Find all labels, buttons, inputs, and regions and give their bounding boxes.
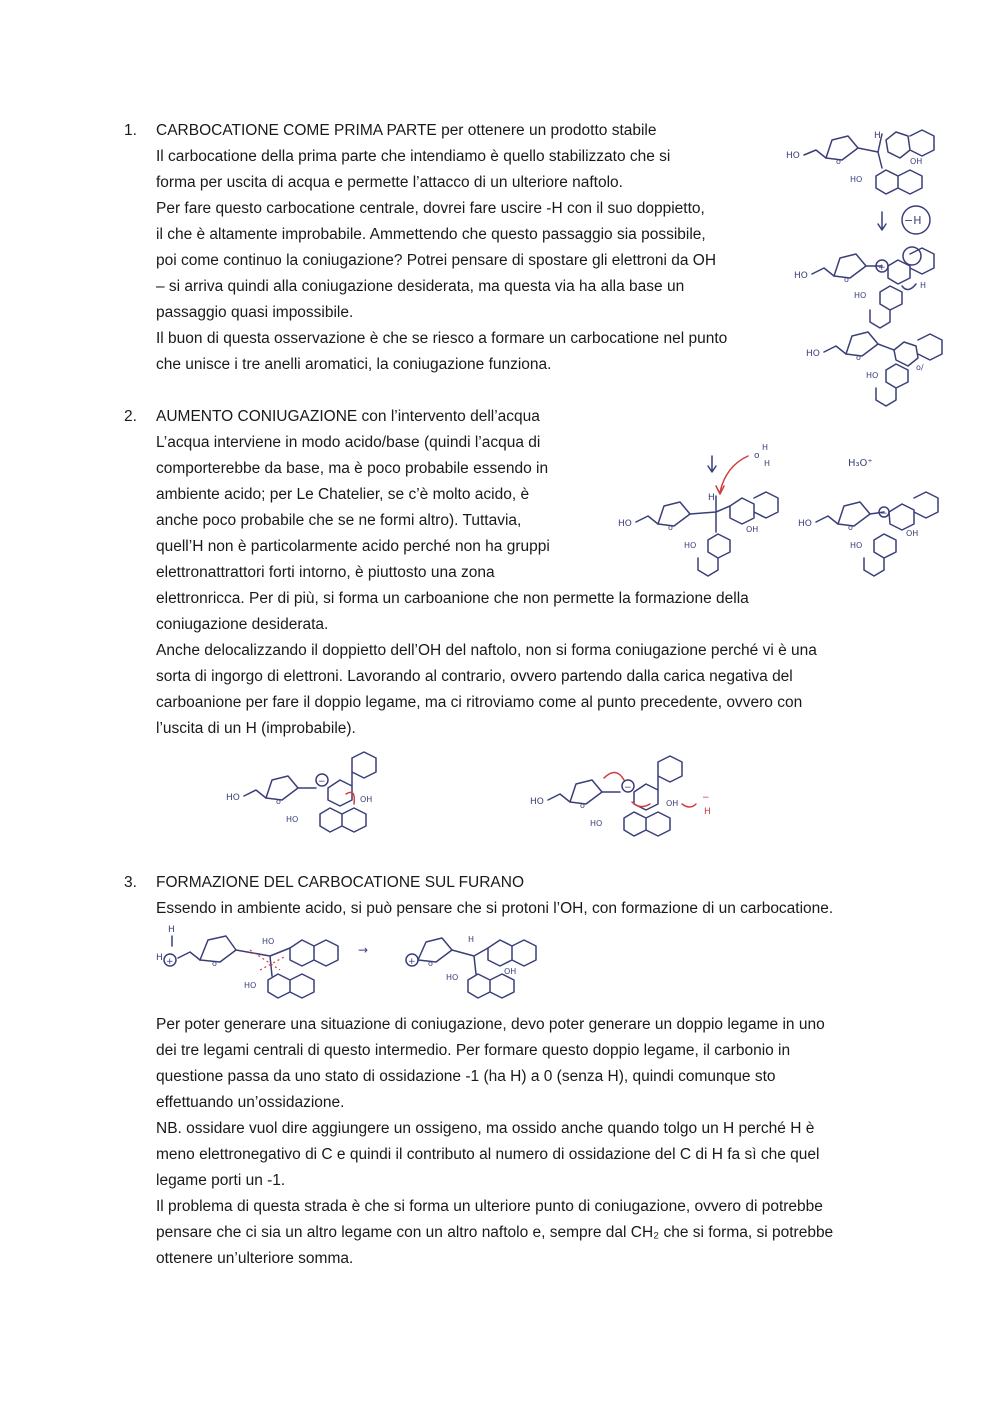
svg-text:o: o [836, 157, 841, 166]
paragraph-line: quell’H non è particolarmente acido perché non ha gruppi [156, 538, 550, 555]
reaction-scheme-4 [150, 920, 550, 1010]
paragraph-line: ottenere un’ulteriore somma. [156, 1250, 354, 1267]
svg-text:H: H [156, 953, 163, 963]
svg-text:H: H [704, 807, 711, 817]
paragraph-line: sorta di ingorgo di elettroni. Lavorando al contrario, ovvero partendo dalla carica negativa del [156, 668, 793, 685]
svg-text:HO: HO [798, 519, 812, 529]
svg-text:H: H [708, 493, 715, 503]
paragraph-line: Per poter generare una situazione di coniugazione, devo poter generare un doppio legame in uno [156, 1016, 825, 1033]
paragraph-line: pensare che ci sia un altro legame con un altro naftolo e, sempre dal CH₂ che si forma, si potrebbe [156, 1224, 834, 1241]
svg-text:HO: HO [850, 541, 863, 550]
svg-text:+: + [878, 263, 886, 273]
svg-text:HO: HO [806, 349, 820, 359]
section-heading: AUMENTO CONIUGAZIONE con l’intervento dell’acqua [156, 408, 540, 425]
paragraph-line: Il carbocatione della prima parte che intendiamo è quello stabilizzato che si [156, 148, 671, 165]
svg-text:o: o [848, 523, 853, 532]
svg-text:−H: −H [904, 214, 922, 227]
svg-text:HO: HO [854, 291, 867, 300]
paragraph-line: coniugazione desiderata. [156, 616, 329, 633]
paragraph-line: meno elettronegativo di C e quindi il contributo al numero di ossidazione del C di H fa sì che quel [156, 1146, 820, 1163]
svg-text:H: H [764, 459, 771, 468]
svg-text:o: o [212, 959, 217, 968]
paragraph-line: Per fare questo carbocatione centrale, dovrei fare uscire -H con il suo doppietto, [156, 200, 705, 217]
svg-text:−: − [624, 783, 632, 793]
svg-text:HO: HO [244, 981, 257, 990]
paragraph-line: comporterebbe da base, ma è poco probabile essendo in [156, 460, 549, 477]
molecule-drawing [798, 492, 938, 576]
svg-text:OH: OH [906, 529, 919, 538]
reaction-scheme-1 [782, 120, 952, 410]
molecule-drawing [786, 130, 934, 194]
svg-text:OH: OH [504, 967, 517, 976]
paragraph-line: che unisce i tre anelli aromatici, la coniugazione funziona. [156, 356, 552, 373]
list-number: 1. [124, 122, 137, 139]
svg-text:−: − [702, 793, 710, 803]
section-heading: CARBOCATIONE COME PRIMA PARTE per ottenere un prodotto stabile [156, 122, 657, 139]
paragraph-line: forma per uscita di acqua e permette l’attacco di un ulteriore naftolo. [156, 174, 623, 191]
svg-text:HO: HO [590, 819, 603, 828]
paragraph-line: NB. ossidare vuol dire aggiungere un ossigeno, ma ossido anche quando tolgo un H perché H è [156, 1120, 815, 1137]
paragraph-line: Il problema di questa strada è che si forma un ulteriore punto di coniugazione, ovvero di potrebbe [156, 1198, 823, 1215]
svg-text:H: H [920, 281, 927, 290]
svg-text:H: H [874, 131, 881, 141]
svg-text:H: H [168, 925, 175, 935]
paragraph-line: anche poco probabile che se ne formi altro). Tuttavia, [156, 512, 522, 529]
svg-text:HO: HO [226, 793, 240, 803]
svg-text:HO: HO [618, 519, 632, 529]
svg-text:H: H [762, 443, 769, 452]
paragraph-line: Il buon di questa osservazione è che se riesco a formare un carbocatione nel punto [156, 330, 728, 347]
svg-text:OH: OH [746, 525, 759, 534]
svg-text:OH: OH [360, 795, 373, 804]
svg-text:o: o [668, 523, 673, 532]
svg-text:+: + [166, 957, 174, 967]
paragraph-line: ambiente acido; per Le Chatelier, se c’è molto acido, è [156, 486, 530, 503]
svg-text:H₃O⁺: H₃O⁺ [848, 458, 873, 469]
svg-text:HO: HO [794, 271, 808, 281]
svg-text:→: → [358, 943, 369, 957]
molecule-drawing [794, 247, 934, 328]
paragraph-line: il che è altamente improbabile. Ammettendo che questo passaggio sia possibile, [156, 226, 706, 243]
paragraph-line: elettronricca. Per di più, si forma un carboanione che non permette la formazione della [156, 590, 749, 607]
svg-text:HO: HO [446, 973, 459, 982]
svg-text:HO: HO [850, 175, 863, 184]
reaction-scheme-2 [612, 436, 957, 581]
paragraph-line: elettronattrattori forti intorno, è piuttosto una zona [156, 564, 495, 581]
svg-text:o: o [428, 959, 433, 968]
paragraph-line: Essendo in ambiente acido, si può pensare che si protoni l’OH, con formazione di un carbocatione. [156, 900, 834, 917]
svg-text:HO: HO [866, 371, 879, 380]
paragraph-line: dei tre legami centrali di questo intermedio. Per formare questo doppio legame, il carbonio in [156, 1042, 791, 1059]
paragraph-line: l’uscita di un H (improbabile). [156, 720, 356, 737]
molecule-drawing [226, 752, 376, 832]
paragraph-line: questione passa da uno stato di ossidazione -1 (ha H) a 0 (senza H), quindi comunque sto [156, 1068, 776, 1085]
molecule-drawing [156, 925, 338, 998]
paragraph-line: carboanione per fare il doppio legame, ma ci ritroviamo come al punto precedente, ovvero con [156, 694, 803, 711]
svg-text:o: o [276, 797, 281, 806]
paragraph-line: Anche delocalizzando il doppietto dell’OH del naftolo, non si forma coniugazione perché vi è una [156, 642, 817, 659]
reaction-scheme-3 [220, 748, 740, 848]
molecule-drawing [618, 443, 778, 576]
list-number: 2. [124, 408, 137, 425]
molecule-drawing [530, 756, 711, 836]
svg-text:HO: HO [530, 797, 544, 807]
svg-text:OH: OH [910, 157, 923, 166]
svg-text:o: o [580, 801, 585, 810]
svg-text:−: − [880, 509, 888, 519]
paragraph-line: passaggio quasi impossibile. [156, 304, 354, 321]
svg-text:−: − [318, 777, 326, 787]
svg-text:HO: HO [286, 815, 299, 824]
section-heading: FORMAZIONE DEL CARBOCATIONE SUL FURANO [156, 874, 525, 891]
svg-text:o: o [856, 353, 861, 362]
paragraph-line: legame porti un -1. [156, 1172, 286, 1189]
svg-text:o: o [754, 451, 760, 461]
paragraph-line: effettuando un’ossidazione. [156, 1094, 345, 1111]
paragraph-line: poi come continuo la coniugazione? Potrei pensare di spostare gli elettroni da OH [156, 252, 717, 269]
svg-text:HO: HO [262, 937, 275, 946]
svg-text:HO: HO [786, 151, 800, 161]
svg-text:+: + [408, 957, 416, 967]
svg-text:HO: HO [684, 541, 697, 550]
paragraph-line: L’acqua interviene in modo acido/base (quindi l’acqua di [156, 434, 541, 451]
paragraph-line: – si arriva quindi alla coniugazione desiderata, ma questa via ha alla base un [156, 278, 685, 295]
svg-text:o: o [844, 275, 849, 284]
svg-text:H: H [468, 935, 475, 944]
list-number: 3. [124, 874, 137, 891]
molecule-drawing [406, 935, 536, 998]
svg-text:OH: OH [666, 799, 679, 808]
molecule-drawing [806, 332, 942, 406]
svg-text:o/: o/ [916, 363, 924, 372]
